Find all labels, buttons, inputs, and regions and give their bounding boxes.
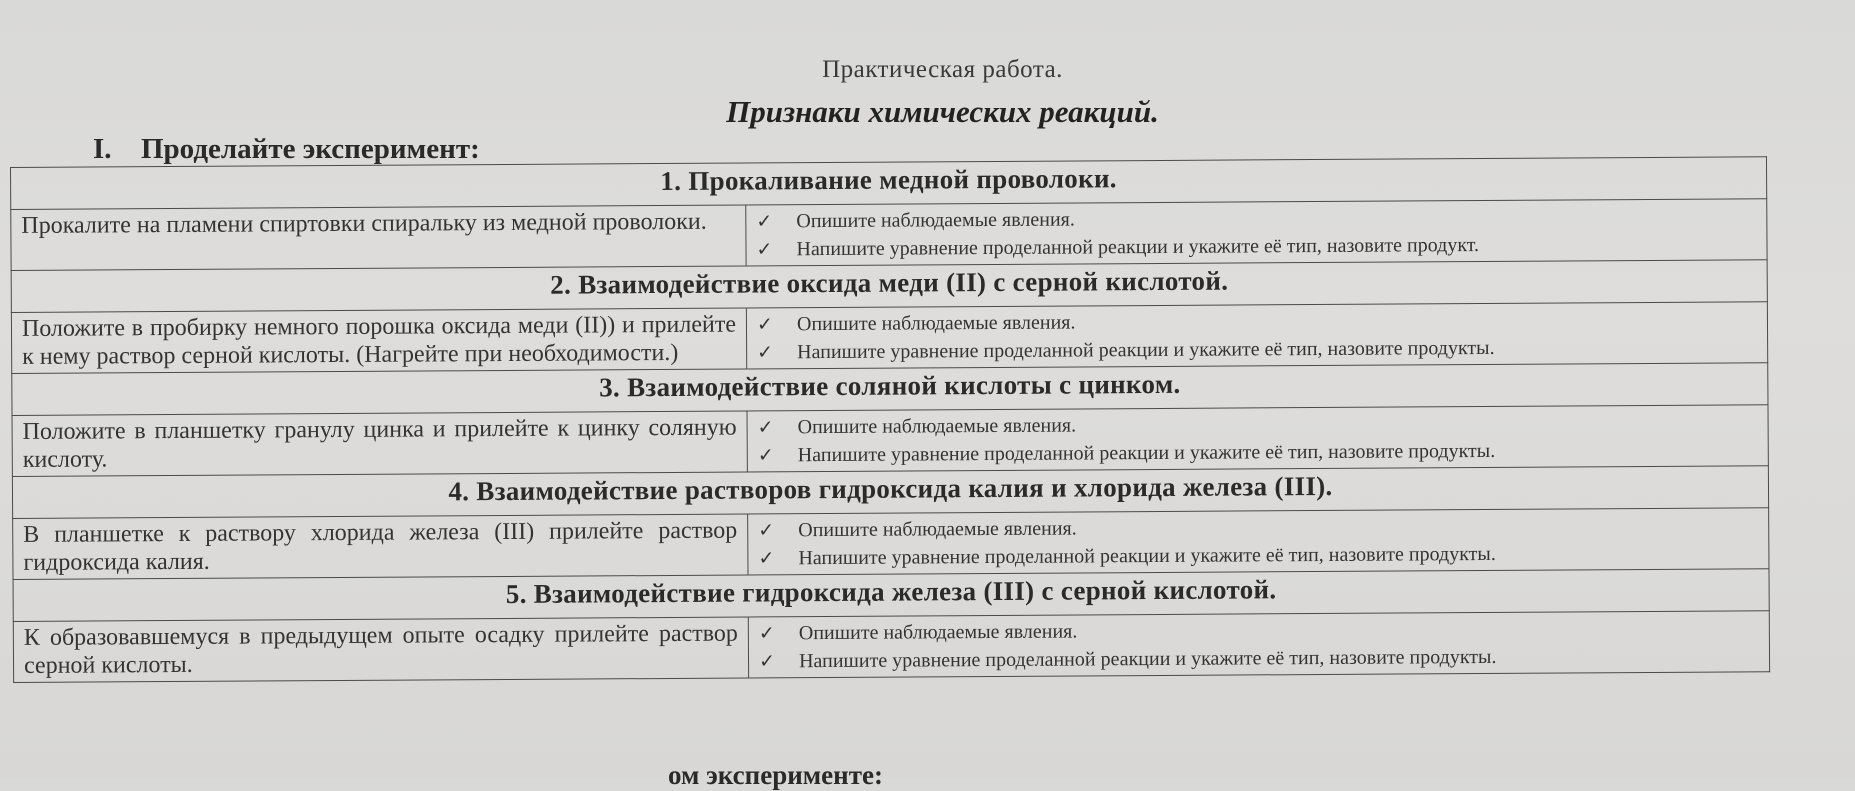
checkmark-icon: ✓ <box>756 313 773 336</box>
section-heading <box>93 133 480 166</box>
experiment-instruction: В планшетке к раствору хлорида железа (III) прилейте раствор гидроксида калия. <box>13 514 748 579</box>
task-text: Напишите уравнение проделанной реакции и укажите её тип, назовите продукты. <box>798 645 1497 673</box>
experiment-tasks <box>747 405 1768 472</box>
experiments-table <box>10 156 1770 683</box>
checkmark-icon: ✓ <box>757 416 774 439</box>
document-title: Признаки химических реакций. <box>726 94 1159 129</box>
task-item <box>757 332 1757 366</box>
experiment-instruction: Прокалите на пламени спиртовки спиральку из медной проволоки. <box>11 205 746 270</box>
task-text: Опишите наблюдаемые явления. <box>798 620 1078 645</box>
task-text: Напишите уравнение проделанной реакции и укажите её тип, назовите продукт. <box>796 234 1480 261</box>
experiment-instruction: Положите в планшетку гранулу цинка и прилейте к цинку соляную кислоту. <box>12 411 747 476</box>
experiment-instruction: Положите в пробирку немного порошка оксида меди (II)) и прилейте к нему раствор серной кислоты. (Нагрейте при необходимости.) <box>11 308 746 373</box>
task-text: Опишите наблюдаемые явления. <box>798 517 1077 542</box>
task-text: Опишите наблюдаемые явления. <box>797 414 1077 439</box>
task-text: Напишите уравнение проделанной реакции и укажите её тип, назовите продукты. <box>797 439 1496 467</box>
experiment-heading: 3. Взаимодействие соляной кислоты с цинком. <box>12 363 1768 416</box>
task-item <box>758 435 1758 469</box>
footer-partial-heading: ом эксперименте: <box>668 760 883 790</box>
checkmark-icon: ✓ <box>757 444 774 467</box>
experiment-row <box>13 611 1769 683</box>
task-text: Опишите наблюдаемые явления. <box>796 311 1076 336</box>
experiment-row <box>13 508 1769 580</box>
checkmark-icon: ✓ <box>758 622 775 645</box>
section-number: I. <box>93 133 112 165</box>
checkmark-icon: ✓ <box>758 650 776 673</box>
experiment-heading: 2. Взаимодействие оксида меди (II) с серной кислотой. <box>11 260 1767 313</box>
checkmark-icon: ✓ <box>757 341 774 364</box>
experiment-row <box>12 405 1768 477</box>
checkmark-icon: ✓ <box>758 519 775 542</box>
section-heading-text: Проделайте эксперимент: <box>141 133 480 165</box>
experiment-instruction: К образовавшемуся в предыдущем опыте осадку прилейте раствор серной кислоты. <box>13 617 748 682</box>
task-text: Напишите уравнение проделанной реакции и укажите её тип, назовите продукты. <box>798 542 1496 570</box>
experiment-tasks <box>746 199 1767 266</box>
experiment-row <box>11 199 1767 271</box>
task-item <box>756 229 1756 263</box>
task-text: Напишите уравнение проделанной реакции и укажите её тип, назовите продукты. <box>797 336 1495 364</box>
experiment-heading: 1. Прокаливание медной проволоки. <box>11 157 1767 210</box>
task-item <box>758 538 1758 572</box>
checkmark-icon: ✓ <box>756 210 773 233</box>
experiment-heading: 5. Взаимодействие гидроксида железа (III) с серной кислотой. <box>13 569 1769 622</box>
experiment-row <box>11 302 1767 374</box>
experiment-heading: 4. Взаимодействие растворов гидроксида калия и хлорида железа (III). <box>12 466 1768 519</box>
checkmark-icon: ✓ <box>756 238 773 261</box>
task-item <box>759 641 1759 675</box>
experiment-tasks <box>748 611 1769 678</box>
experiment-tasks <box>746 302 1767 369</box>
document-subtitle: Практическая работа. <box>822 56 1063 83</box>
checkmark-icon: ✓ <box>758 547 775 570</box>
task-text: Опишите наблюдаемые явления. <box>796 208 1075 233</box>
experiment-tasks <box>748 508 1769 575</box>
